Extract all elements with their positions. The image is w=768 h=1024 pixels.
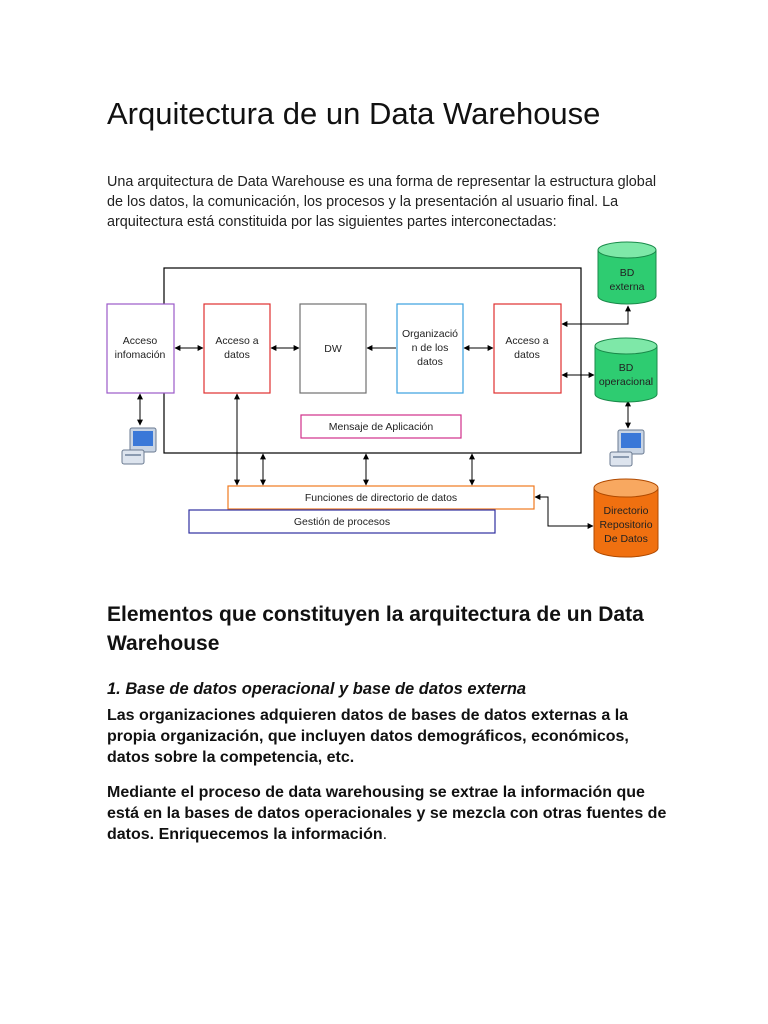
svg-text:BDoperacional: BD operacional xyxy=(598,362,654,388)
box-mensaje-aplicacion xyxy=(301,415,461,438)
svg-text:Organización de losdatos: Organizació n de los datos xyxy=(401,328,459,368)
sub-heading: 1. Base de datos operacional y base de datos externa xyxy=(107,680,527,698)
svg-text:Acceso adatos: Acceso a datos xyxy=(505,335,549,361)
box-funciones-directorio xyxy=(228,486,534,509)
svg-text:Accesoinfomación: Acceso infomación xyxy=(114,335,166,361)
box-acceso-datos-2 xyxy=(494,304,561,393)
svg-text:Acceso adatos: Acceso a datos xyxy=(215,335,259,361)
paragraph-1: Las organizaciones adquieren datos de bases de datos externas a la propia organización, que incluyen datos demográficos, económicos, datos sobre la competencia, etc. xyxy=(107,707,629,766)
svg-text:Gestión de procesos: Gestión de procesos xyxy=(293,516,391,528)
svg-text:DirectorioRepositorioDe Datos: Directorio Repositorio De Datos xyxy=(599,505,653,545)
db-directorio-repositorio xyxy=(594,479,658,557)
svg-text:DW: DW xyxy=(324,343,342,355)
svg-text:Funciones de directorio de dat: Funciones de directorio de datos xyxy=(304,492,458,504)
box-acceso-datos-1 xyxy=(204,304,270,393)
paragraph-2-text: Mediante el proceso de data warehousing se extrae la información que está en la bases de datos operacionales y se mezcla con otras fuentes de datos. Enriquecemos la información xyxy=(107,784,667,843)
box-acceso-informacion xyxy=(107,304,174,393)
db-externa xyxy=(598,242,656,304)
box-organizacion-datos xyxy=(397,304,463,393)
db-operacional xyxy=(595,338,657,402)
section-heading: Elementos que constituyen la arquitectura de un Data Warehouse xyxy=(107,603,644,655)
arrow-bd-externa xyxy=(562,306,628,324)
intro-paragraph: Una arquitectura de Data Warehouse es una forma de representar la estructura global de los datos, la comunicación, los procesos y la presentación al usuario final. La arquitectura está constituida por las siguientes partes interconectadas: xyxy=(107,174,657,230)
box-gestion-procesos xyxy=(189,510,495,533)
arrow-funciones-directorio xyxy=(535,497,593,526)
paragraph-2 xyxy=(107,782,667,845)
paragraph-2-end: . xyxy=(382,826,388,843)
svg-text:Mensaje de Aplicación: Mensaje de Aplicación xyxy=(328,421,434,433)
computer-icon xyxy=(122,428,156,464)
page-title: Arquitectura de un Data Warehouse xyxy=(107,96,601,131)
box-dw xyxy=(300,304,366,393)
svg-text:BDexterna: BD externa xyxy=(609,267,645,293)
computer-icon xyxy=(610,430,644,466)
